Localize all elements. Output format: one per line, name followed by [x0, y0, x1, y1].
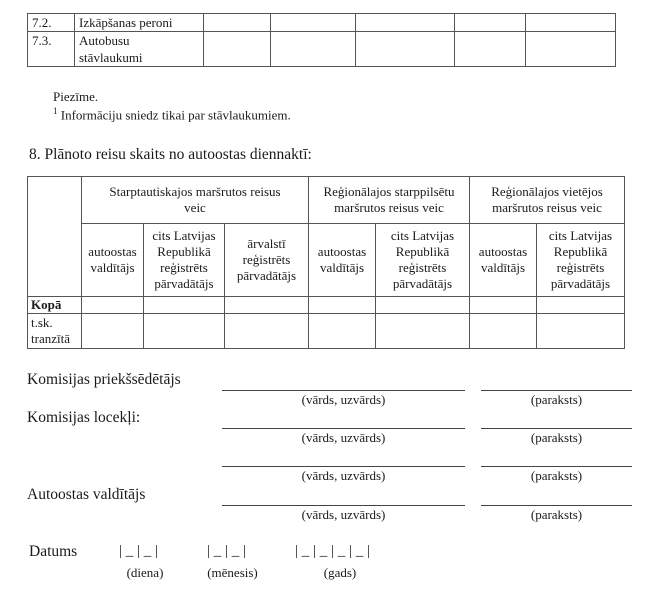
table-cell: [376, 297, 470, 314]
name-line: [222, 505, 465, 506]
signature-line: [481, 505, 632, 506]
note-footnote: [53, 106, 291, 123]
subcol-line: pārvadātājs: [154, 276, 214, 291]
subcol-line: valdītājs: [319, 260, 365, 275]
subcol-line: reģistrēts: [398, 260, 447, 275]
group-header: [82, 177, 309, 224]
group-header-line: Reģionālajos starppilsētu: [323, 184, 455, 199]
subcol-header: [376, 224, 470, 297]
subheader-row: [28, 224, 625, 297]
table-cell: [82, 297, 144, 314]
subcol-line: pārvadātājs: [236, 268, 297, 283]
table-row: [28, 32, 616, 67]
date-label: Datums: [29, 543, 78, 560]
row-label: Izkāpšanas peroni: [75, 14, 204, 32]
table-cell: [204, 14, 271, 32]
subcol-line: Republikā: [553, 244, 608, 259]
members-label: Komisijas locekļi:: [27, 409, 141, 426]
month-caption: (mēnesis): [207, 565, 258, 580]
subcol-line: valdītājs: [90, 260, 135, 275]
footnote-text: Informāciju sniedz tikai par stāvlaukumiem.: [60, 107, 291, 123]
signature-caption: (paraksts): [530, 507, 583, 522]
signature-line: [481, 466, 632, 467]
year-caption: (gads): [323, 565, 357, 580]
year-boxes: | _ | _ | _ | _ |: [295, 543, 371, 559]
subcol-header: [470, 224, 537, 297]
group-header-line: maršrutos reisus veic: [334, 200, 444, 215]
name-line: [222, 428, 465, 429]
table-cell: [526, 32, 616, 67]
table-row: [28, 297, 625, 314]
group-header-line: Reģionālajos vietējos: [491, 184, 603, 199]
group-header-line: maršrutos reisus veic: [492, 200, 602, 215]
subcol-line: valdītājs: [480, 260, 526, 275]
table-cell: [225, 314, 309, 349]
name-caption: (vārds, uzvārds): [301, 507, 386, 522]
row-label-line: t.sk.: [31, 315, 53, 330]
table-cell: [376, 314, 470, 349]
infrastructure-table: [27, 13, 616, 67]
table-cell: [470, 297, 537, 314]
subcol-line: Republikā: [395, 244, 450, 259]
name-caption: (vārds, uzvārds): [301, 392, 386, 407]
subcol-line: reģistrēts: [556, 260, 605, 275]
signature-line: [481, 390, 632, 391]
footnote-mark: 1: [53, 106, 58, 116]
subcol-line: reģistrēts: [242, 252, 291, 267]
table-cell: [470, 314, 537, 349]
table-cell: [356, 32, 455, 67]
subcol-header: [309, 224, 376, 297]
group-header-row: [28, 177, 625, 224]
subcol-header: [537, 224, 625, 297]
subcol-line: pārvadātājs: [550, 276, 611, 291]
name-line: [222, 390, 465, 391]
table-cell: [225, 297, 309, 314]
table-cell: [271, 14, 356, 32]
signature-caption: (paraksts): [530, 468, 583, 483]
group-header-line: Starptautiskajos maršrutos reisus: [109, 184, 281, 199]
table-cell: [309, 314, 376, 349]
row-label: Kopā: [28, 297, 82, 314]
subcol-line: pārvadātājs: [392, 276, 453, 291]
table-cell: [455, 14, 526, 32]
subcol-header: [144, 224, 225, 297]
corner-cell: [28, 177, 82, 297]
row-number: 7.2.: [28, 14, 75, 32]
day-caption: (diena): [126, 565, 164, 580]
group-header: [470, 177, 625, 224]
group-header: [309, 177, 470, 224]
table-cell: [204, 32, 271, 67]
subcol-line: ārvalstī: [247, 236, 286, 251]
group-header-line: veic: [184, 200, 206, 215]
row-label-line: stāvlaukumi: [79, 50, 143, 65]
name-line: [222, 466, 465, 467]
subcol-line: autoostas: [88, 244, 137, 259]
subcol-line: autoostas: [317, 244, 367, 259]
table-cell: [537, 297, 625, 314]
table-cell: [144, 297, 225, 314]
signature-caption: (paraksts): [530, 430, 583, 445]
table-row: [28, 314, 625, 349]
row-label: [28, 314, 82, 349]
section-heading: 8. Plānoto reisu skaits no autoostas diennaktī:: [29, 146, 312, 163]
row-label-line: tranzītā: [31, 331, 70, 346]
subcol-header: [82, 224, 144, 297]
subcol-line: reģistrēts: [160, 260, 208, 275]
table-cell: [537, 314, 625, 349]
subcol-line: Republikā: [157, 244, 211, 259]
day-boxes: | _ | _ |: [119, 543, 159, 559]
subcol-header: [225, 224, 309, 297]
month-boxes: | _ | _ |: [207, 543, 247, 559]
name-caption: (vārds, uzvārds): [301, 430, 386, 445]
table-cell: [309, 297, 376, 314]
table-cell: [356, 14, 455, 32]
name-caption: (vārds, uzvārds): [301, 468, 386, 483]
table-cell: [271, 32, 356, 67]
subcol-line: cits Latvijas: [152, 228, 216, 243]
trips-table: [27, 176, 625, 349]
note-title: Piezīme.: [53, 89, 99, 104]
chair-label: Komisijas priekšsēdētājs: [27, 371, 181, 388]
table-cell: [144, 314, 225, 349]
row-label: [75, 32, 204, 67]
subcol-line: autoostas: [478, 244, 528, 259]
table-cell: [526, 14, 616, 32]
row-label-line: Autobusu: [79, 33, 130, 48]
table-cell: [455, 32, 526, 67]
owner-label: Autoostas valdītājs: [27, 486, 146, 503]
signature-caption: (paraksts): [530, 392, 583, 407]
table-row: [28, 14, 616, 32]
subcol-line: cits Latvijas: [390, 228, 455, 243]
signature-line: [481, 428, 632, 429]
subcol-line: cits Latvijas: [548, 228, 613, 243]
row-number: 7.3.: [28, 32, 75, 67]
table-cell: [82, 314, 144, 349]
